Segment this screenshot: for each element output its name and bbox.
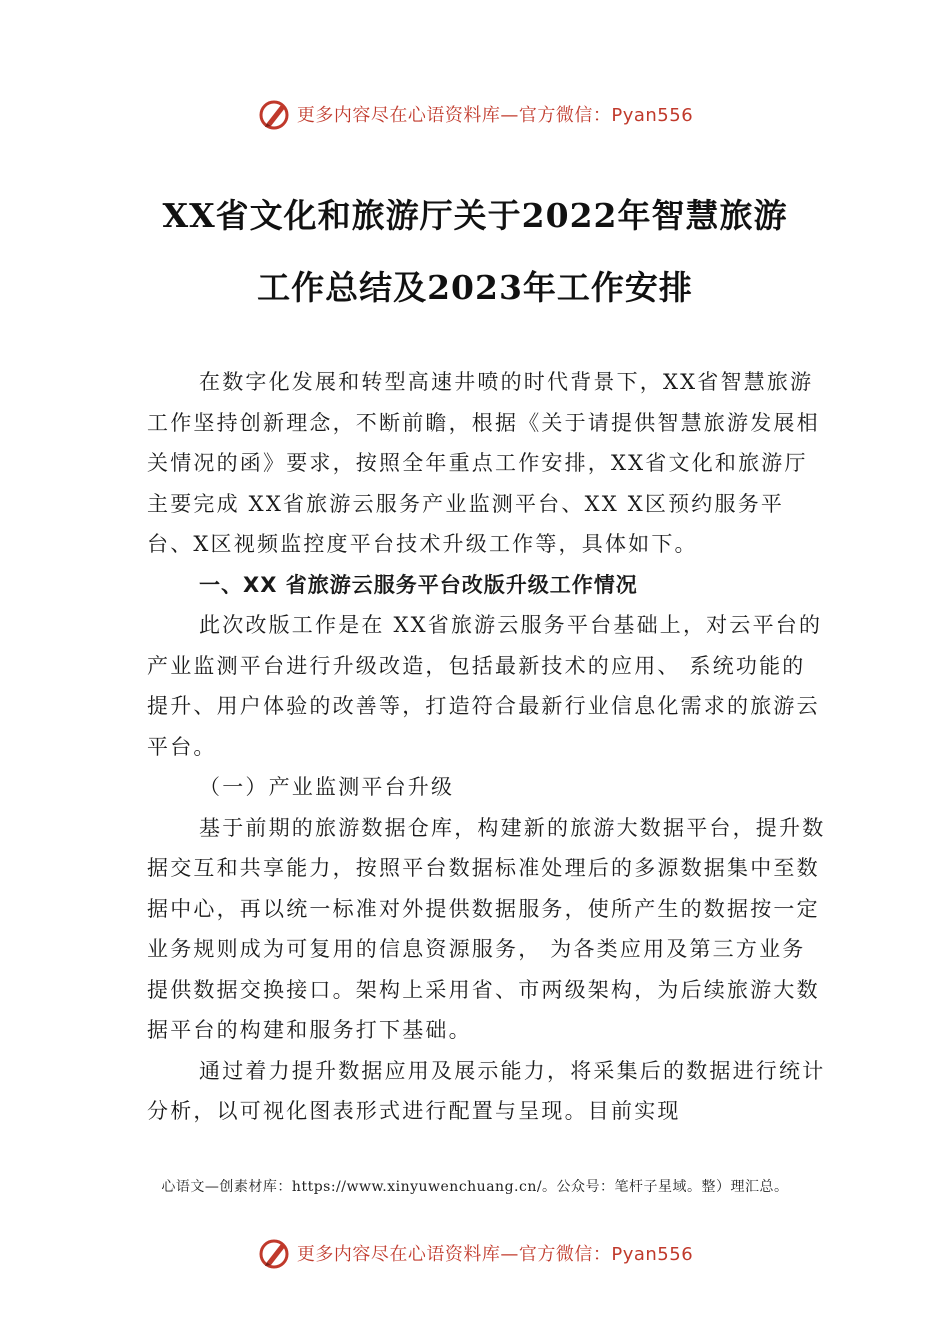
paragraph-subsection-1: 基于前期的旅游数据仓库，构建新的旅游大数据平台，提升数据交互和共享能力，按照平台数据标准处理后的多源数据集中至数据中心，再以统一标准对外提供数据服务，使所产生的数据按一定业务规则成为可复用的信息资源服务， 为各类应用及第三方业务提供数据交换接口。架构上采用省、市两级架构，为后续旅游大数据平台的构建和服务打下基础。 — [147, 815, 826, 1042]
subsection-heading-1: （一）产业监测平台升级 — [199, 775, 455, 799]
paragraph-intro: 在数字化发展和转型高速井喷的时代背景下，XX省智慧旅游工作坚持创新理念，不断前瞻，根据《关于请提供智慧旅游发展相关情况的函》要求，按照全年重点工作安排，XX省文化和旅游厅主要完成 XX省旅游云服务产业监测平台、XX X区预约服务平台、X区视频监控度平台技术升级工作等，具体如下。 — [147, 370, 820, 556]
footnote: 心语文—创素材库：https://www.xinyuwenchuang.cn/。公众号：笔杆子星域。整）理汇总。 — [161, 1179, 789, 1195]
document-body — [147, 362, 827, 1132]
paragraph-section-1: 此次改版工作是在 XX省旅游云服务平台基础上，对云平台的产业监测平台进行升级改造，包括最新技术的应用、 系统功能的提升、用户体验的改善等，打造符合最新行业信息化需求的旅游云平台。 — [147, 613, 823, 759]
header-banner — [0, 94, 950, 134]
pen-logo-icon — [257, 97, 291, 131]
wechat-id: Pyan556 — [611, 105, 694, 126]
banner-text: 更多内容尽在心语资料库—官方微信：Pyan556 — [296, 105, 694, 126]
document-title-line-2: 工作总结及2023年工作安排 — [257, 268, 693, 307]
wechat-id: Pyan556 — [611, 1244, 694, 1265]
document-title-line-1: XX省文化和旅游厅关于2022年智慧旅游 — [162, 196, 788, 235]
paragraph-continued: 通过着力提升数据应用及展示能力，将采集后的数据进行统计分析，以可视化图表形式进行配置与呈现。目前实现 — [147, 1058, 826, 1123]
banner-text: 更多内容尽在心语资料库—官方微信：Pyan556 — [296, 1244, 694, 1265]
pen-logo-icon — [257, 1236, 291, 1270]
section-heading-1: 一、XX 省旅游云服务平台改版升级工作情况 — [199, 572, 638, 597]
footer-banner — [0, 1233, 950, 1273]
